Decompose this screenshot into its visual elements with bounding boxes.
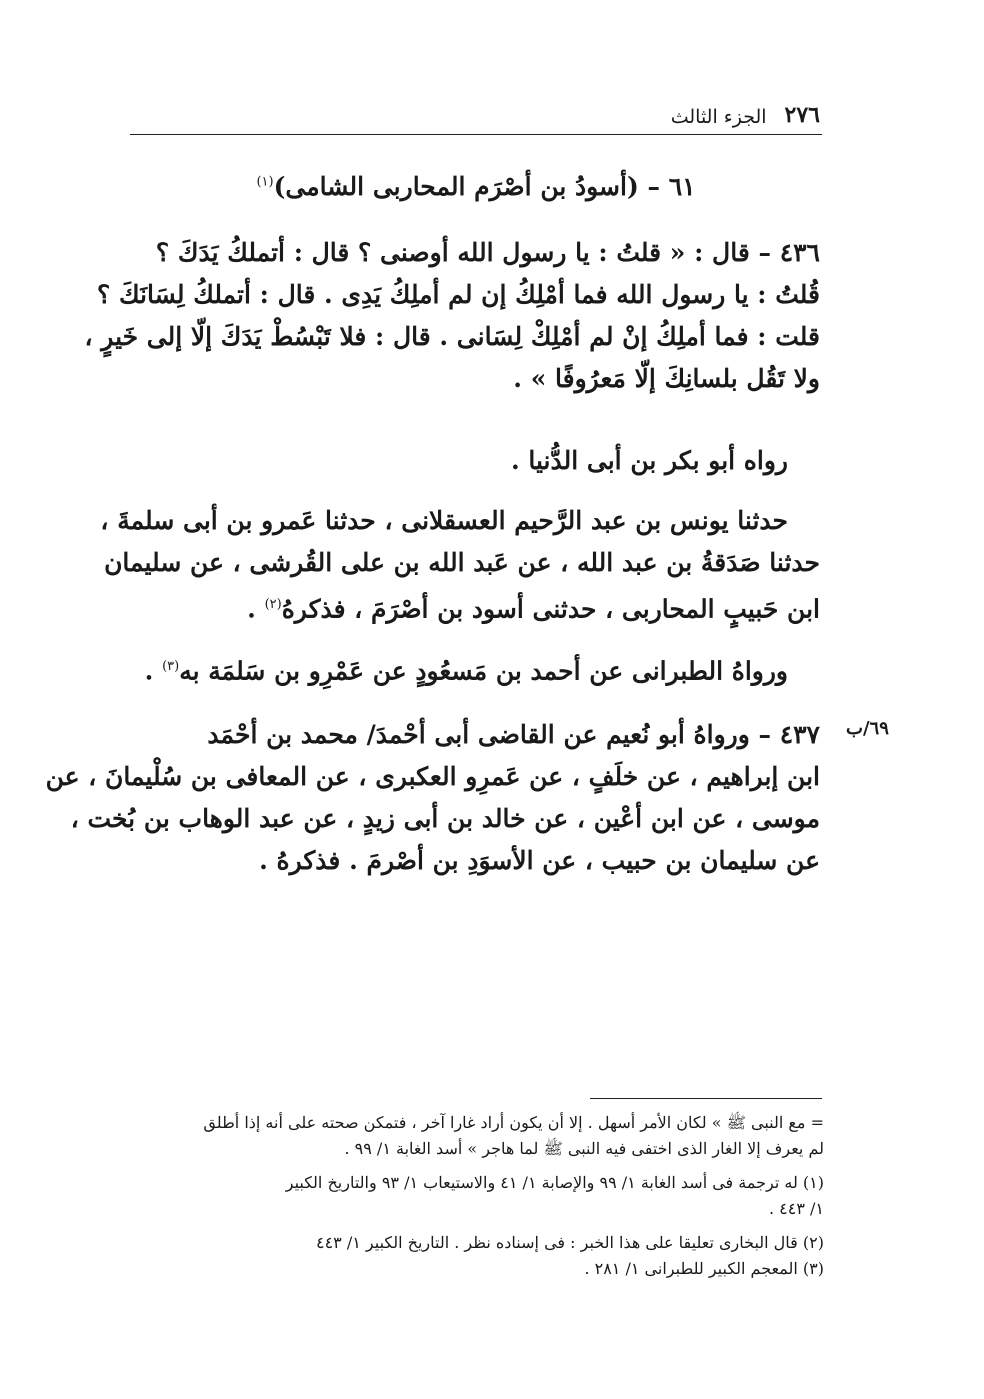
hadith-436-line: ٤٣٦ – قال : « قلتُ : يا رسول الله أوصنى ؟ قال : أتملكُ يَدَكَ ؟ bbox=[155, 238, 820, 267]
isnad-footnote-ref: (٢) bbox=[264, 597, 282, 612]
isnad-line-last bbox=[138, 584, 820, 630]
chapter-title-text: ٦١ – (أسودُ بن أصْرَم المحاربى الشامى) bbox=[273, 172, 696, 201]
footnote-divider bbox=[590, 1098, 822, 1099]
footnotes bbox=[138, 1110, 824, 1282]
footnote-1: (١) له ترجمة فى أسد الغابة ١/ ٩٩ والإصابة ١/ ٤١ والاستيعاب ١/ ٩٣ والتاريخ الكبير bbox=[285, 1173, 824, 1192]
riwayah-tail: . bbox=[144, 656, 163, 686]
isnad-line: حدثنا صَدَقةُ بن عبد الله ، عن عَبد الله بن على القُرشى ، عن سليمان bbox=[104, 548, 820, 577]
riwayah-text: رواه أبو بكر بن أبى الدُّنيا . bbox=[510, 446, 788, 475]
running-title: الجزء الثالث bbox=[670, 106, 767, 128]
footnote-2: (٢) قال البخارى تعليقا على هذا الخبر : فى إسناده نظر . التاريخ الكبير ١/ ٤٤٣ bbox=[315, 1233, 824, 1252]
isnad-line-text: ابن حَبيبٍ المحاربى ، حدثنى أسود بن أصْرَمَ ، فذكرهُ bbox=[281, 594, 820, 624]
footnote-1-continued: ١/ ٤٤٣ . bbox=[768, 1199, 824, 1218]
hadith-437-line: ابن إبراهيم ، عن خلَفٍ ، عن عَمرِو العكبرى ، عن المعافى بن سُلْيمانَ ، عن bbox=[45, 762, 820, 791]
riwayah-tabarani-text: ورواهُ الطبرانى عن أحمد بن مَسعُودٍ عن عَمْرِو بن سَلمَة به bbox=[179, 656, 788, 686]
hadith-437 bbox=[45, 714, 820, 882]
hadith-437-line: عن سليمان بن حبيب ، عن الأسوَدِ بن أصْرمَ . فذكرهُ . bbox=[259, 846, 820, 875]
hadith-436-line: قلت : فما أملِكُ إنْ لم أمْلِكْ لِسَانى . قال : فلا تَبْسُطْ يَدَكَ إلّا إلى خَيرٍ ، bbox=[84, 322, 820, 351]
riwayah-ibn-abi-dunya bbox=[138, 440, 820, 482]
chapter-title bbox=[130, 172, 822, 201]
footnote-3: (٣) المعجم الكبير للطبرانى ١/ ٢٨١ . bbox=[584, 1259, 824, 1278]
hadith-437-line: ٤٣٧ – ورواهُ أبو نُعيم عن القاضى أبى أحْمدَ/ محمد بن أحْمَد bbox=[207, 720, 820, 749]
isnad-line: حدثنا يونس بن عبد الرَّحيم العسقلانى ، حدثنا عَمرو بن أبى سلمةَ ، bbox=[100, 506, 788, 535]
hadith-437-line: موسى ، عن ابن أعْين ، عن خالد بن أبى زيدٍ ، عن عبد الوهاب بن بُخت ، bbox=[70, 804, 820, 833]
isnad-tail: . bbox=[247, 594, 265, 624]
riwayah-footnote-ref: (٣) bbox=[162, 659, 180, 674]
page-number: ٢٧٦ bbox=[784, 102, 820, 128]
riwayah-tabarani-line bbox=[138, 646, 820, 692]
footnote-line: لم يعرف إلا الغار الذى اختفى فيه النبى ﷺ لما هاجر » أسد الغابة ١/ ٩٩ . bbox=[344, 1139, 824, 1158]
isnad-1 bbox=[100, 500, 820, 630]
header-divider bbox=[130, 134, 822, 135]
page-header bbox=[130, 92, 820, 128]
hadith-436-line: قُلتُ : يا رسول الله فما أمْلِكُ إن لم أملِكُ يَدِى . قال : أتملكُ لِسَانَكَ ؟ bbox=[97, 280, 820, 309]
manuscript-folio-note: ٦٩/ب bbox=[846, 718, 889, 739]
riwayah-tabarani bbox=[138, 646, 820, 692]
hadith-436 bbox=[84, 232, 820, 400]
chapter-footnote-ref: (١) bbox=[256, 174, 274, 190]
hadith-436-line: ولا تَقُل بلسانِكَ إلّا مَعرُوفًا » . bbox=[513, 364, 820, 393]
footnote-line: = مع النبى ﷺ » لكان الأمر أسهل . إلا أن يكون أراد غارا آخر ، فتمكن صحته على أنه إذا أطلق bbox=[203, 1113, 824, 1132]
